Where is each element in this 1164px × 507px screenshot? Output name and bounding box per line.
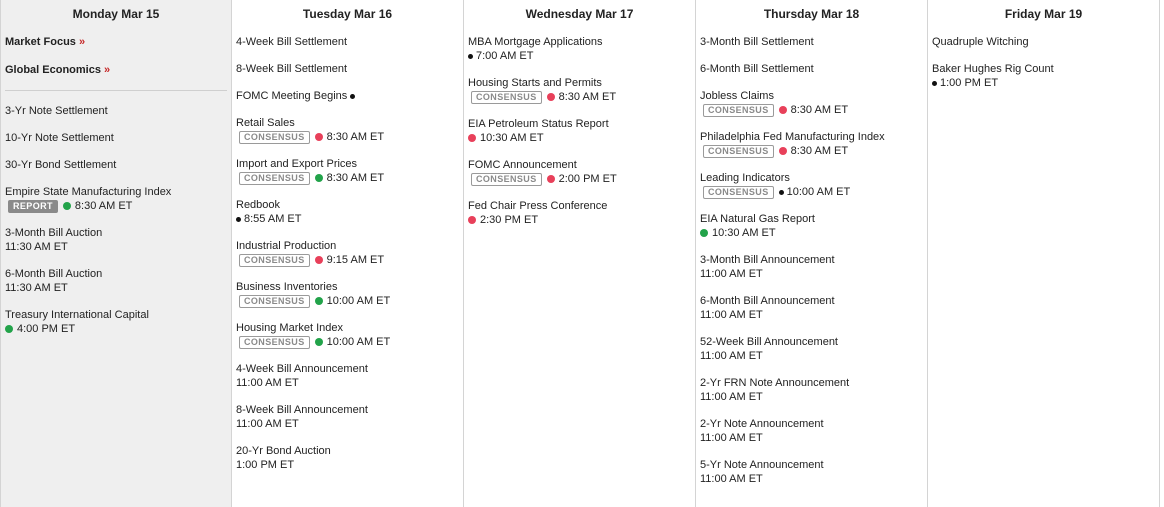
event-item [5,131,231,145]
chevron-right-icon: » [104,64,111,76]
event-time: 2:00 PM ET [558,173,617,185]
importance-dot-icon [315,133,323,141]
event-item [700,130,927,158]
event-details [5,281,231,295]
event-name: Import and Export Prices [236,158,358,170]
event-name: 8-Week Bill Announcement [236,404,368,416]
event-name: Redbook [236,199,281,211]
event-name-link[interactable] [236,157,463,171]
consensus-badge[interactable]: CONSENSUS [703,145,774,158]
event-name: Quadruple Witching [932,36,1029,48]
event-time: 4:00 PM ET [17,323,76,335]
event-name: 6-Month Bill Announcement [700,295,835,307]
importance-dot-icon [779,147,787,155]
event-name: EIA Petroleum Status Report [468,118,609,130]
event-name: Jobless Claims [700,90,774,102]
event-details [700,431,927,445]
event-details [700,349,927,363]
event-name-link[interactable] [236,198,463,212]
event-time: 11:00 AM ET [700,391,763,403]
event-item [236,239,463,267]
event-name: 3-Month Bill Settlement [700,36,814,48]
event-item [236,321,463,349]
event-details [700,472,927,486]
event-name-link[interactable] [5,308,231,322]
event-name: Baker Hughes Rig Count [932,63,1054,75]
event-item [5,226,231,254]
event-name: Business Inventories [236,281,338,293]
event-time: 11:00 AM ET [700,268,763,280]
event-name: FOMC Announcement [468,159,577,171]
event-item [700,212,927,240]
event-time: 7:00 AM ET [476,50,534,62]
event-name: 5-Yr Note Announcement [700,459,824,471]
event-name-link[interactable] [468,199,695,213]
event-name: 2-Yr Note Announcement [700,418,824,430]
event-details [468,213,695,227]
event-name-link[interactable] [700,35,927,49]
event-name: Housing Starts and Permits [468,77,602,89]
event-time: 11:30 AM ET [5,241,68,253]
event-name: EIA Natural Gas Report [700,213,815,225]
importance-dot-icon [315,174,323,182]
importance-dot-icon [468,134,476,142]
event-item [236,362,463,390]
event-details [468,172,695,186]
event-time: 11:00 AM ET [700,309,763,321]
event-item [700,171,927,199]
importance-dot-icon [315,297,323,305]
event-time: 11:00 AM ET [700,473,763,485]
event-details [236,335,463,349]
event-details [700,144,927,158]
event-details [932,76,1159,90]
event-details [700,267,927,281]
event-name: 6-Month Bill Auction [5,268,103,280]
event-details [700,103,927,117]
event-name-link[interactable] [700,89,927,103]
chevron-right-icon: » [78,36,86,48]
importance-dot-icon [315,256,323,264]
event-time: 8:30 AM ET [790,145,849,157]
event-item [700,417,927,445]
market-link-label: Global Economics [5,64,101,76]
event-item [932,35,1159,49]
event-time: 11:00 AM ET [236,418,299,430]
event-details [236,417,463,431]
event-details [236,294,463,308]
market-link[interactable] [5,35,231,49]
consensus-badge[interactable]: CONSENSUS [239,172,310,185]
event-name: 8-Week Bill Settlement [236,63,348,75]
event-name-link[interactable] [236,62,463,76]
consensus-badge[interactable]: CONSENSUS [471,173,542,186]
consensus-badge[interactable]: CONSENSUS [471,91,542,104]
event-name-link[interactable] [700,376,927,390]
event-name-link[interactable] [932,62,1159,76]
event-item [700,62,927,76]
event-name: FOMC Meeting Begins [236,90,348,102]
event-name-link[interactable] [700,171,927,185]
event-name: Philadelphia Fed Manufacturing Index [700,131,885,143]
event-name-link[interactable] [468,158,695,172]
importance-dot-icon [236,217,241,222]
event-item [468,35,695,63]
importance-dot-icon [315,338,323,346]
event-time: 10:00 AM ET [326,295,391,307]
event-name-link[interactable] [5,158,231,172]
event-name: Industrial Production [236,240,337,252]
event-name: Treasury International Capital [5,309,149,321]
importance-dot-icon [932,81,937,86]
event-item [236,444,463,472]
event-list [928,35,1159,90]
event-item [468,76,695,104]
event-name-link[interactable] [700,335,927,349]
event-item [5,308,231,336]
day-header: Wednesday Mar 17 [525,7,634,21]
event-item [468,199,695,227]
event-details [5,240,231,254]
importance-dot-icon [779,106,787,114]
event-name-link[interactable] [236,280,463,294]
market-link-label: Market Focus [5,36,76,48]
event-time: 2:30 PM ET [480,214,539,226]
event-item [236,62,463,76]
event-list [464,35,695,227]
event-name-link[interactable] [468,76,695,90]
importance-dot-icon [350,94,355,99]
event-name: Empire State Manufacturing Index [5,186,172,198]
importance-dot-icon [5,325,13,333]
event-name-link[interactable] [468,35,695,49]
event-details [468,90,695,104]
event-name-link[interactable] [236,35,463,49]
importance-dot-icon [468,216,476,224]
event-time: 11:30 AM ET [5,282,68,294]
event-name: 10-Yr Note Settlement [5,132,114,144]
event-name: 2-Yr FRN Note Announcement [700,377,850,389]
importance-dot-icon [547,175,555,183]
day-header: Friday Mar 19 [1004,7,1083,21]
event-name-link[interactable] [236,89,463,103]
event-name-link[interactable] [700,130,927,144]
event-name: 20-Yr Bond Auction [236,445,331,457]
day-column-thursday [696,0,928,507]
event-item [5,104,231,118]
event-details [236,130,463,144]
event-name-link[interactable] [5,104,231,118]
day-column-friday [928,0,1160,507]
event-item [5,158,231,172]
event-time: 10:30 AM ET [480,132,544,144]
event-details [700,185,927,199]
day-column-wednesday [464,0,696,507]
event-name-link[interactable] [932,35,1159,49]
event-name-link[interactable] [5,267,231,281]
event-time: 8:30 AM ET [326,131,385,143]
event-item [700,335,927,363]
day-header: Monday Mar 15 [72,7,160,21]
event-name-link[interactable] [468,117,695,131]
event-name-link[interactable] [5,131,231,145]
event-time: 1:00 PM ET [236,459,295,471]
event-name: MBA Mortgage Applications [468,36,603,48]
event-time: 11:00 AM ET [700,432,763,444]
event-name: Leading Indicators [700,172,790,184]
event-item [700,35,927,49]
consensus-badge[interactable]: CONSENSUS [703,104,774,117]
event-time: 10:00 AM ET [786,186,851,198]
event-name: Housing Market Index [236,322,343,334]
event-item [236,89,463,103]
event-item [468,158,695,186]
event-name: 6-Month Bill Settlement [700,63,814,75]
event-name: 4-Week Bill Announcement [236,363,368,375]
consensus-badge[interactable]: CONSENSUS [703,186,774,199]
event-item [236,280,463,308]
event-name-link[interactable] [700,458,927,472]
event-details [468,49,695,63]
event-name-link[interactable] [700,294,927,308]
event-item [236,116,463,144]
consensus-badge[interactable]: CONSENSUS [239,131,310,144]
event-item [700,89,927,117]
report-badge[interactable]: REPORT [8,200,58,213]
importance-dot-icon [63,202,71,210]
consensus-badge[interactable]: CONSENSUS [239,295,310,308]
event-item [5,185,231,213]
event-list [232,35,463,472]
event-item [236,35,463,49]
event-name: 3-Yr Note Settlement [5,105,108,117]
importance-dot-icon [547,93,555,101]
event-name-link[interactable] [236,403,463,417]
event-time: 8:30 AM ET [558,91,617,103]
event-details [236,458,463,472]
event-name-link[interactable] [700,212,927,226]
event-name: Retail Sales [236,117,295,129]
event-list [1,35,231,336]
event-time: 8:30 AM ET [790,104,849,116]
event-details [700,226,927,240]
day-column-tuesday [232,0,464,507]
event-name-link[interactable] [236,362,463,376]
event-item [236,403,463,431]
event-item [700,458,927,486]
day-header: Thursday Mar 18 [763,7,860,21]
event-details [236,376,463,390]
event-time: 9:15 AM ET [326,254,385,266]
event-details [236,171,463,185]
event-name-link[interactable] [236,116,463,130]
event-name-link[interactable] [700,417,927,431]
event-item [700,294,927,322]
event-name-link[interactable] [236,321,463,335]
consensus-badge[interactable]: CONSENSUS [239,336,310,349]
day-column-monday [0,0,232,507]
event-item [932,62,1159,90]
event-time: 11:00 AM ET [700,350,763,362]
event-time: 11:00 AM ET [236,377,299,389]
event-name-link[interactable] [236,239,463,253]
event-details [5,199,231,213]
event-item [700,376,927,404]
event-name: 30-Yr Bond Settlement [5,159,117,171]
event-list [696,35,927,486]
event-details [700,308,927,322]
event-name-link[interactable] [236,444,463,458]
event-time: 8:55 AM ET [244,213,302,225]
market-link[interactable] [5,63,231,77]
event-name: Fed Chair Press Conference [468,200,608,212]
event-item [700,253,927,281]
event-details [236,212,463,226]
divider [5,90,227,91]
event-details [468,131,695,145]
importance-dot-icon [700,229,708,237]
event-name-link[interactable] [700,253,927,267]
event-name: 4-Week Bill Settlement [236,36,348,48]
event-name: 3-Month Bill Announcement [700,254,835,266]
event-item [236,198,463,226]
event-item [5,267,231,295]
event-time: 10:30 AM ET [712,227,776,239]
event-name-link[interactable] [5,185,231,199]
consensus-badge[interactable]: CONSENSUS [239,254,310,267]
event-details [236,253,463,267]
event-item [468,117,695,145]
event-name-link[interactable] [5,226,231,240]
event-details [5,322,231,336]
event-item [236,157,463,185]
event-name: 52-Week Bill Announcement [700,336,838,348]
event-time: 1:00 PM ET [940,77,999,89]
event-name-link[interactable] [700,62,927,76]
importance-dot-icon [779,190,784,195]
event-name: 3-Month Bill Auction [5,227,103,239]
event-time: 8:30 AM ET [326,172,385,184]
event-time: 10:00 AM ET [326,336,391,348]
event-details [700,390,927,404]
importance-dot-icon [468,54,473,59]
event-time: 8:30 AM ET [74,200,133,212]
day-header: Tuesday Mar 16 [302,7,393,21]
